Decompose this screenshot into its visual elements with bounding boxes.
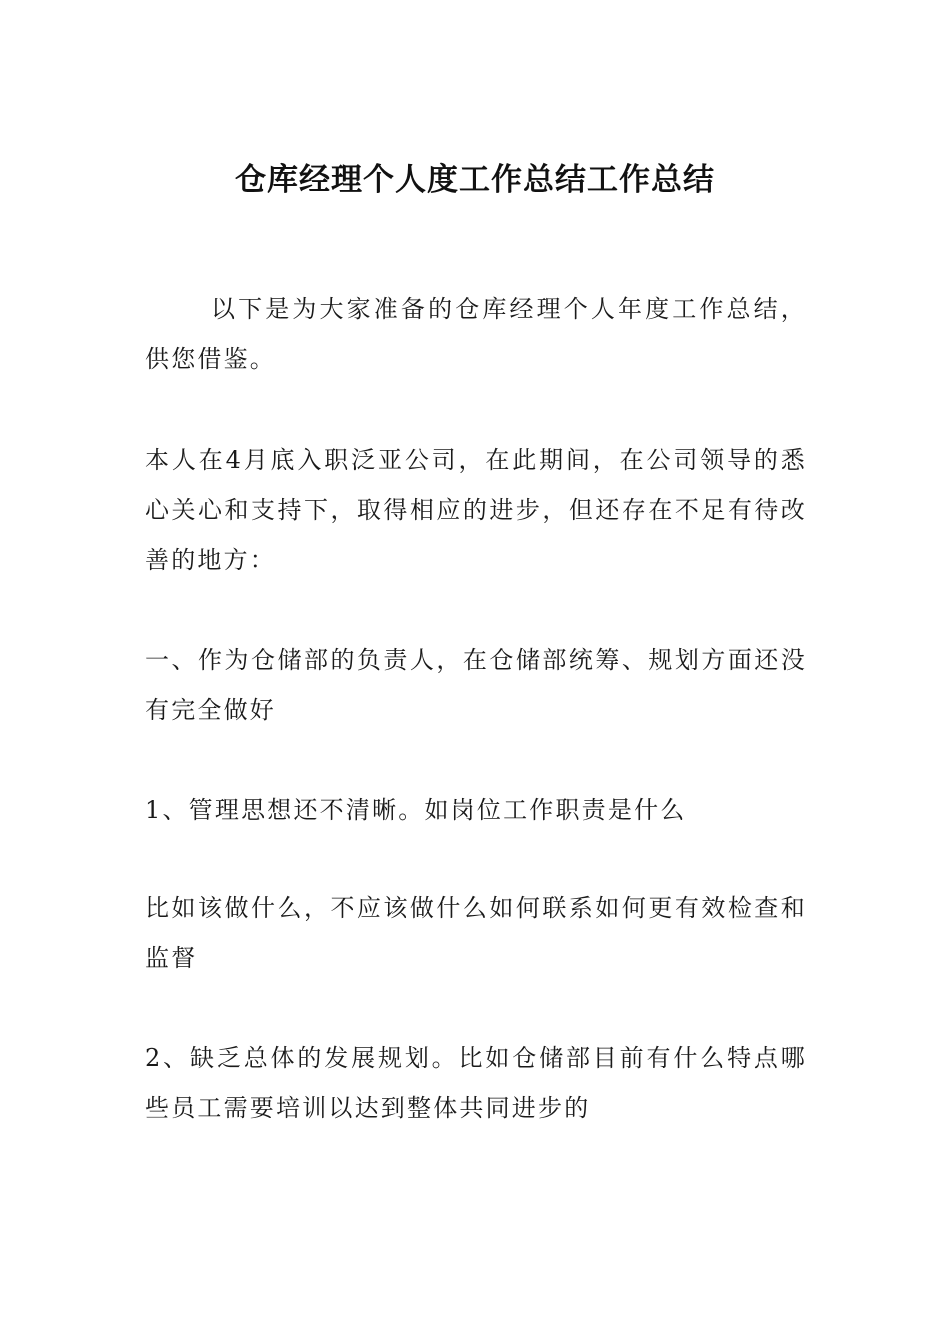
document-title: 仓库经理个人度工作总结工作总结 — [235, 162, 715, 198]
section-heading-one: 一、作为仓储部的负责人，在仓储部统筹、规划方面还没有完全做好 — [145, 646, 807, 724]
paragraph-background: 本人在4月底入职泛亚公司，在此期间，在公司领导的悉心关心和支持下，取得相应的进步，但还存在不足有待改善的地方： — [145, 446, 807, 574]
list-item-one: 1、管理思想还不清晰。如岗位工作职责是什么 — [145, 796, 687, 824]
paragraph-intro: 以下是为大家准备的仓库经理个人年度工作总结，供您借鉴。 — [145, 295, 807, 373]
paragraph-example: 比如该做什么，不应该做什么如何联系如何更有效检查和监督 — [145, 894, 807, 972]
list-item-two: 2、缺乏总体的发展规划。比如仓储部目前有什么特点哪些员工需要培训以达到整体共同进步的 — [145, 1044, 807, 1122]
